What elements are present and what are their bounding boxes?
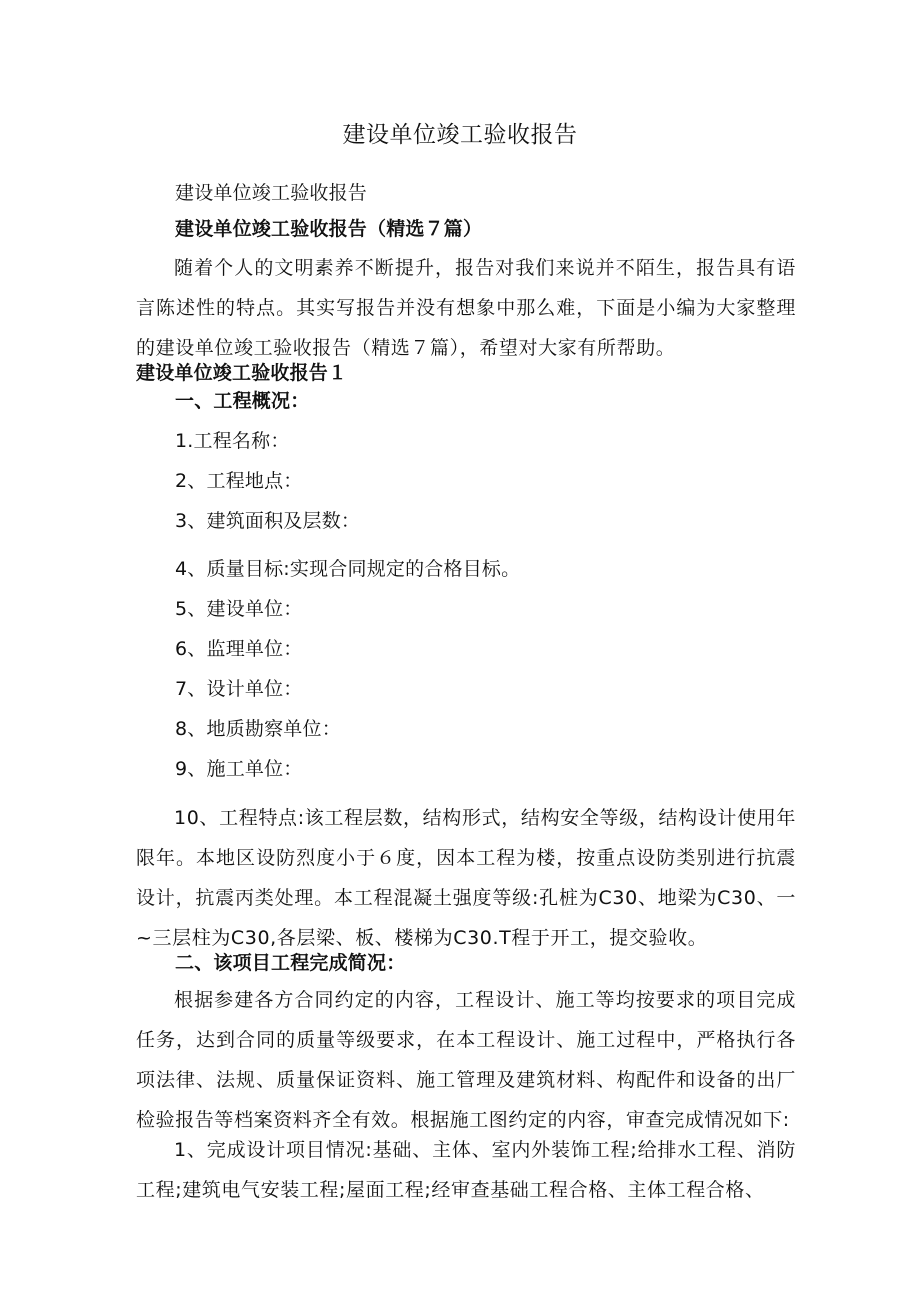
part2-item1-paragraph: 1、完成设计项目情况:基础、主体、室内外装饰工程;给排水工程、消防工程;建筑电气安装工程;屋面工程;经审查基础工程合格、主体工程合格、	[136, 1139, 796, 1201]
list-item: 4、质量目标:实现合同规定的合格目标。	[175, 558, 521, 580]
part1-heading: 一、工程概况：	[175, 390, 310, 412]
intro-paragraph: 随着个人的文明素养不断提升，报告对我们来说并不陌生，报告具有语言陈述性的特点。其实写报告并没有想象中那么难，下面是小编为大家整理的建设单位竣工验收报告（精选７篇），希望对大家有所帮助。	[136, 257, 796, 359]
section-heading: 建设单位竣工验收报告１	[136, 362, 348, 384]
list-item: 2、工程地点：	[175, 470, 303, 492]
list-item: 9、施工单位：	[175, 758, 303, 780]
list-item: 8、地质勘察单位：	[175, 718, 341, 740]
list-item: 7、设计单位：	[175, 678, 303, 700]
list-item: 1.工程名称：	[175, 430, 290, 452]
document-subtitle-bold: 建设单位竣工验收报告（精选７篇）	[175, 218, 483, 240]
part2-heading: 二、该项目工程完成简况：	[175, 952, 406, 974]
part2-paragraph: 根据参建各方合同约定的内容，工程设计、施工等均按要求的项目完成任务，达到合同的质量等级要求，在本工程设计、施工过程中，严格执行各项法律、法规、质量保证资料、施工管理及建筑材料、构配件和设备的出厂检验报告等档案资料齐全有效。根据施工图约定的内容，审查完成情况如下:	[136, 989, 796, 1131]
list-item: 6、监理单位：	[175, 638, 303, 660]
document-subtitle: 建设单位竣工验收报告	[175, 182, 368, 204]
list-item: 5、建设单位：	[175, 598, 303, 620]
item10-paragraph: 10、工程特点:该工程层数，结构形式，结构安全等级，结构设计使用年限年。本地区设防烈度小于６度，因本工程为楼，按重点设防类别进行抗震设计，抗震丙类处理。本工程混凝土强度等级:孔桩为C30、地梁为C30、一~三层柱为C30,各层梁、板、楼梯为C30.T程于开工，提交验收。	[136, 807, 796, 949]
document-title: 建设单位竣工验收报告	[342, 122, 578, 148]
list-item: 3、建筑面积及层数：	[175, 510, 361, 532]
